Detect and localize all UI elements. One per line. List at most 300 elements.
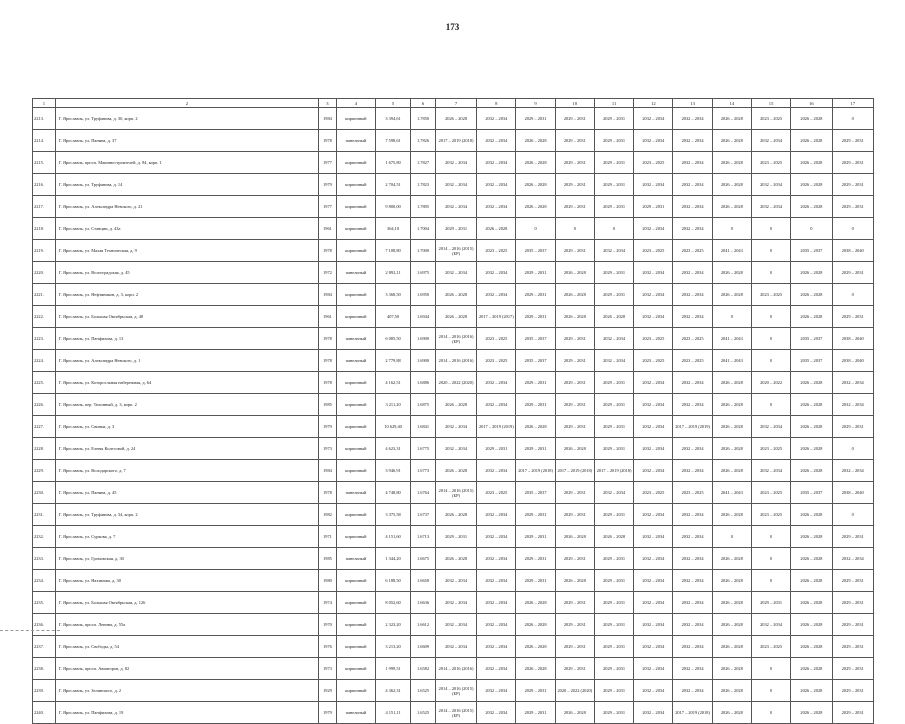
table-cell: 2029 – 2031 [516, 262, 555, 284]
table-row [33, 570, 874, 592]
header-cell: 6 [411, 99, 436, 108]
table-cell: 9 800,00 [375, 196, 410, 218]
table-cell: 1.6875 [411, 394, 436, 416]
table-cell: 2029 – 2031 [555, 482, 594, 504]
page-number: 173 [445, 22, 460, 32]
table-cell: 2029 – 2031 [832, 174, 873, 196]
table-cell: 2029 – 2031 [594, 152, 633, 174]
table-cell: 2 323,20 [375, 614, 410, 636]
table-row [33, 350, 874, 372]
table-cell: 4 151,11 [375, 702, 410, 724]
address-cell: Г. Ярославль, ул. Труфанова, д. 30, корп. 2 [55, 108, 318, 130]
table-cell: панельный [336, 702, 375, 724]
table-row [33, 152, 874, 174]
table-cell: 2029 – 2031 [594, 592, 633, 614]
table-cell: 1.6944 [411, 306, 436, 328]
table-cell: 0 [712, 218, 751, 240]
table-cell: 2026 – 2028 [712, 174, 751, 196]
table-cell: 2032 – 2034 [634, 570, 673, 592]
table-row [33, 218, 874, 240]
table-cell: 2032 – 2034 [673, 196, 712, 218]
table-cell: 2020 – 2022 [751, 372, 790, 394]
table-cell: кирпичный [336, 152, 375, 174]
table-cell: 2035 – 2037 [791, 482, 832, 504]
table-cell: 2041 – 2043 [712, 328, 751, 350]
table-cell: 2026 – 2028 [516, 174, 555, 196]
table-cell: 2026 – 2028 [791, 130, 832, 152]
table-cell: 2029 – 2031 [832, 570, 873, 592]
table-cell: 2032 – 2034 [435, 570, 476, 592]
table-cell: 2032 – 2034 [435, 262, 476, 284]
table-cell: 2023 – 2025 [634, 240, 673, 262]
table-cell: 2029 – 2031 [516, 548, 555, 570]
table-row [33, 658, 874, 680]
table-cell: 2035 – 2037 [516, 350, 555, 372]
table-cell: 2029 – 2031 [555, 372, 594, 394]
table-cell: 2026 – 2028 [435, 460, 476, 482]
scan-artifact-line [0, 630, 60, 632]
table-cell: 2023 – 2025 [477, 350, 516, 372]
table-cell: 2032 – 2034 [634, 460, 673, 482]
table-cell: 1.7826 [411, 130, 436, 152]
table-cell: 1972 [319, 262, 337, 284]
table-cell: 2026 – 2028 [791, 438, 832, 460]
table-cell: кирпичный [336, 658, 375, 680]
table-cell: 2038 – 2040 [832, 328, 873, 350]
row-number-cell: 2221. [33, 284, 56, 306]
table-cell: 2029 – 2031 [594, 284, 633, 306]
table-cell: 2029 – 2031 [555, 152, 594, 174]
row-number-cell: 2217. [33, 196, 56, 218]
table-row [33, 504, 874, 526]
row-number-cell: 2235. [33, 592, 56, 614]
address-cell: Г. Ярославль, ул. Панина, д. 45 [55, 482, 318, 504]
table-cell: 2032 – 2034 [594, 350, 633, 372]
table-cell: 2029 – 2031 [516, 526, 555, 548]
table-cell: 2026 – 2028 [516, 130, 555, 152]
table-cell: 2029 – 2031 [832, 636, 873, 658]
table-cell: 2029 – 2031 [594, 394, 633, 416]
table-cell: 2026 – 2028 [435, 548, 476, 570]
header-cell: 12 [634, 99, 673, 108]
table-cell: 0 [751, 240, 790, 262]
table-cell: 1.7000 [411, 240, 436, 262]
table-cell: 2032 – 2034 [634, 592, 673, 614]
table-row [33, 196, 874, 218]
table-cell: 2023 – 2025 [634, 152, 673, 174]
table-cell: 1.6713 [411, 526, 436, 548]
table-cell: 2026 – 2028 [712, 372, 751, 394]
table-cell: 2032 – 2034 [634, 262, 673, 284]
table-cell: 0 [832, 218, 873, 240]
table-cell: 0 [791, 218, 832, 240]
table-cell: 2026 – 2028 [516, 152, 555, 174]
header-cell: 5 [375, 99, 410, 108]
table-cell: 2026 – 2028 [594, 526, 633, 548]
table-cell: 2026 – 2028 [516, 416, 555, 438]
table-cell: 2029 – 2031 [555, 196, 594, 218]
table-cell: 2026 – 2028 [791, 416, 832, 438]
table-cell: 2026 – 2028 [712, 284, 751, 306]
table-cell: 0 [751, 702, 790, 724]
table-cell: 3 946,91 [375, 460, 410, 482]
table-cell: 2026 – 2028 [712, 504, 751, 526]
table-cell: 2029 – 2031 [555, 174, 594, 196]
table-cell: 1977 [319, 196, 337, 218]
table-row [33, 240, 874, 262]
row-number-cell: 2226. [33, 394, 56, 416]
address-cell: Г. Ярославль, ул. Которосльная набережная, д. 64 [55, 372, 318, 394]
row-number-cell: 2227. [33, 416, 56, 438]
table-cell: 2014 – 2016 (2015) (БР) [435, 702, 476, 724]
table-cell: 2029 – 2031 [594, 438, 633, 460]
table-cell: 2032 – 2034 [634, 438, 673, 460]
table-cell: 2032 – 2034 [435, 438, 476, 460]
table-cell: 0 [751, 548, 790, 570]
table-cell: 2014 – 2016 (2016) [435, 658, 476, 680]
table-cell: 2029 – 2031 [594, 658, 633, 680]
table-cell: кирпичный [336, 416, 375, 438]
table-cell: 0 [832, 108, 873, 130]
table-cell: 2032 – 2034 [477, 394, 516, 416]
table-cell: 7 598,61 [375, 130, 410, 152]
table-cell: 1973 [319, 438, 337, 460]
table-cell: 2032 – 2034 [435, 196, 476, 218]
row-number-cell: 2239. [33, 680, 56, 702]
table-cell: 1979 [319, 702, 337, 724]
table-cell: 2026 – 2028 [555, 262, 594, 284]
table-cell: 2032 – 2034 [673, 680, 712, 702]
table-cell: 1.6525 [411, 702, 436, 724]
address-cell: Г. Ярославль, просп. Ленина, д. 55а [55, 614, 318, 636]
table-cell: 2035 – 2037 [791, 328, 832, 350]
table-cell: 2017 – 2019 (2018) [435, 130, 476, 152]
table-cell: 2032 – 2034 [673, 592, 712, 614]
table-cell: 2032 – 2034 [673, 614, 712, 636]
table-cell: 2029 – 2031 [594, 174, 633, 196]
table-cell: 1982 [319, 504, 337, 526]
table-cell: 2032 – 2034 [477, 658, 516, 680]
table-cell: 2026 – 2028 [555, 284, 594, 306]
table-cell: 2026 – 2028 [791, 548, 832, 570]
table-body [33, 99, 874, 724]
table-cell: кирпичный [336, 218, 375, 240]
table-cell: 1 675,80 [375, 152, 410, 174]
table-cell: 2038 – 2040 [832, 350, 873, 372]
row-number-cell: 2215. [33, 152, 56, 174]
row-number-cell: 2231. [33, 504, 56, 526]
table-cell: 1929 [319, 680, 337, 702]
table-cell: 2032 – 2034 [751, 416, 790, 438]
table-cell: кирпичный [336, 174, 375, 196]
table-cell: кирпичный [336, 680, 375, 702]
table-cell: кирпичный [336, 196, 375, 218]
table-row [33, 614, 874, 636]
table-cell: 2026 – 2028 [516, 592, 555, 614]
table-cell: 2032 – 2034 [634, 394, 673, 416]
table-row [33, 548, 874, 570]
table-cell: 2032 – 2034 [634, 680, 673, 702]
table-cell: 2026 – 2028 [791, 570, 832, 592]
table-cell: 2032 – 2034 [634, 174, 673, 196]
table-cell: 2026 – 2028 [555, 306, 594, 328]
table-cell: 4 362,31 [375, 680, 410, 702]
table-cell: 1.6900 [411, 328, 436, 350]
table-row [33, 680, 874, 702]
table-cell: 2032 – 2034 [673, 372, 712, 394]
table-cell: 0 [594, 218, 633, 240]
table-cell: 1.7850 [411, 108, 436, 130]
table-cell: 2014 – 2016 (2015) (БР) [435, 680, 476, 702]
table-cell: 2032 – 2034 [673, 636, 712, 658]
table-row [33, 262, 874, 284]
table-cell: 1.6737 [411, 504, 436, 526]
table-cell: 1974 [319, 592, 337, 614]
row-number-cell: 2224. [33, 350, 56, 372]
address-cell: Г. Ярославль, ул. Володарского, д. 7 [55, 460, 318, 482]
address-cell: Г. Ярославль, пер. Тихонный, д. 3, корп. 2 [55, 394, 318, 416]
table-cell: 4 623,31 [375, 438, 410, 460]
table-cell: 2023 – 2025 [751, 108, 790, 130]
table-cell: 6 188,50 [375, 570, 410, 592]
table-cell: 2032 – 2034 [634, 372, 673, 394]
table-cell: 0 [751, 680, 790, 702]
table-cell: 2026 – 2028 [712, 658, 751, 680]
table-cell: 0 [712, 306, 751, 328]
table-cell: 1970 [319, 614, 337, 636]
table-cell: 3 211,20 [375, 394, 410, 416]
table-cell: 2032 – 2034 [477, 548, 516, 570]
table-cell: 2032 – 2034 [477, 592, 516, 614]
table-cell: 2017 – 2019 (2019) [477, 416, 516, 438]
table-cell: 2032 – 2034 [477, 702, 516, 724]
table-cell: кирпичный [336, 306, 375, 328]
table-cell: 2029 – 2031 [594, 262, 633, 284]
table-cell: 2029 – 2031 [594, 680, 633, 702]
table-cell: 1961 [319, 306, 337, 328]
table-cell: 0 [751, 394, 790, 416]
table-cell: 2032 – 2034 [673, 306, 712, 328]
table-cell: 1.6841 [411, 416, 436, 438]
table-cell: панельный [336, 262, 375, 284]
table-cell: кирпичный [336, 372, 375, 394]
table-cell: 2029 – 2031 [594, 504, 633, 526]
table-cell: 2029 – 2031 [435, 526, 476, 548]
address-cell: Г. Ярославль, ул. Свиньи, д. 3 [55, 416, 318, 438]
address-cell: Г. Ярославль, ул. Волгоградская, д. 45 [55, 262, 318, 284]
table-cell: 3 394,61 [375, 108, 410, 130]
address-cell: Г. Ярославль, ул. Панфилова, д. 19 [55, 702, 318, 724]
table-cell: 2029 – 2031 [594, 548, 633, 570]
table-cell: 0 [751, 306, 790, 328]
address-cell: Г. Ярославль, ул. Свободы, д. 54 [55, 636, 318, 658]
table-cell: 2029 – 2031 [555, 658, 594, 680]
table-cell: 2035 – 2037 [516, 482, 555, 504]
table-cell: 2029 – 2031 [516, 702, 555, 724]
table-cell: 2029 – 2031 [832, 658, 873, 680]
table-cell: 2035 – 2037 [516, 328, 555, 350]
table-cell: 2032 – 2034 [673, 218, 712, 240]
table-cell: 2029 – 2031 [555, 592, 594, 614]
table-cell: 1977 [319, 152, 337, 174]
row-number-cell: 2229. [33, 460, 56, 482]
table-cell: 2026 – 2028 [791, 658, 832, 680]
table-cell: 2029 – 2031 [832, 526, 873, 548]
row-number-cell: 2218. [33, 218, 56, 240]
row-number-cell: 2220. [33, 262, 56, 284]
header-cell: 8 [477, 99, 516, 108]
table-cell: 2029 – 2031 [594, 702, 633, 724]
table-cell: 2029 – 2031 [516, 504, 555, 526]
table-cell: кирпичный [336, 636, 375, 658]
table-cell: 2029 – 2031 [555, 350, 594, 372]
table-cell: 2032 – 2034 [751, 174, 790, 196]
table-cell: 2029 – 2031 [555, 240, 594, 262]
table-cell: 1.6582 [411, 658, 436, 680]
table-cell: 2032 – 2034 [751, 130, 790, 152]
table-cell: 2026 – 2028 [712, 438, 751, 460]
table-cell: 2023 – 2025 [673, 328, 712, 350]
table-cell: 2032 – 2034 [634, 504, 673, 526]
header-cell: 10 [555, 99, 594, 108]
table-cell: 2032 – 2034 [634, 658, 673, 680]
table-row [33, 702, 874, 724]
table-cell: 1.7805 [411, 196, 436, 218]
table-cell: 1976 [319, 636, 337, 658]
table-cell: 2032 – 2034 [594, 240, 633, 262]
table-cell: 2 704,51 [375, 174, 410, 196]
table-cell: 2032 – 2034 [832, 460, 873, 482]
table-cell: 2026 – 2028 [516, 614, 555, 636]
table-cell: 2026 – 2028 [791, 152, 832, 174]
table-cell: 2032 – 2034 [634, 548, 673, 570]
table-row [33, 130, 874, 152]
table-cell: 2032 – 2034 [673, 152, 712, 174]
table-cell: 2023 – 2025 [751, 636, 790, 658]
table-cell: 2023 – 2025 [751, 152, 790, 174]
row-number-cell: 2236. [33, 614, 56, 636]
table-cell: 2023 – 2025 [634, 328, 673, 350]
table-cell: 2032 – 2034 [634, 702, 673, 724]
table-cell: 2026 – 2028 [791, 108, 832, 130]
table-cell: 0 [751, 658, 790, 680]
table-cell: 2029 – 2031 [555, 328, 594, 350]
table-cell: 2032 – 2034 [435, 614, 476, 636]
table-cell: кирпичный [336, 570, 375, 592]
table-cell: 2038 – 2040 [832, 482, 873, 504]
table-cell: 2029 – 2031 [516, 394, 555, 416]
table-cell: 2029 – 2031 [435, 218, 476, 240]
table-cell: 2023 – 2025 [751, 284, 790, 306]
header-cell: 15 [751, 99, 790, 108]
table-cell: 2032 – 2034 [435, 152, 476, 174]
table-cell: 2026 – 2028 [555, 526, 594, 548]
table-cell: 2026 – 2028 [712, 548, 751, 570]
table-cell: 2026 – 2028 [791, 680, 832, 702]
table-cell: 2026 – 2028 [555, 702, 594, 724]
table-cell: 2023 – 2025 [477, 240, 516, 262]
table-cell: 2035 – 2037 [791, 350, 832, 372]
table-cell: 2029 – 2031 [832, 416, 873, 438]
table-cell: 2032 – 2034 [435, 174, 476, 196]
table-cell: 2032 – 2034 [435, 636, 476, 658]
table-cell: 2029 – 2031 [516, 570, 555, 592]
table-cell: 1.6975 [411, 262, 436, 284]
table-cell: 2029 – 2031 [594, 108, 633, 130]
table-cell: 2014 – 2016 (2015) (БР) [435, 240, 476, 262]
table-cell: кирпичный [336, 614, 375, 636]
header-cell: 3 [319, 99, 337, 108]
table-cell: 1.6525 [411, 680, 436, 702]
table-cell: 2026 – 2028 [712, 702, 751, 724]
table-cell: 2026 – 2028 [435, 306, 476, 328]
table-cell: 2026 – 2028 [791, 284, 832, 306]
table-cell: 2026 – 2028 [791, 636, 832, 658]
table-cell: 2026 – 2028 [435, 504, 476, 526]
table-cell: 1.6658 [411, 570, 436, 592]
table-cell: 2017 – 2019 (2018) [673, 702, 712, 724]
table-cell: 1.7827 [411, 152, 436, 174]
table-cell: 8 052,60 [375, 592, 410, 614]
table-cell: 2032 – 2034 [751, 196, 790, 218]
table-cell: 2014 – 2016 (2016) (БР) [435, 328, 476, 350]
address-cell: Г. Ярославль, ул. Панина, д. 37 [55, 130, 318, 152]
table-cell: 2032 – 2034 [673, 174, 712, 196]
table-cell: 2029 – 2031 [516, 372, 555, 394]
table-cell: 2023 – 2025 [477, 328, 516, 350]
table-cell: 2017 – 2019 (2018) [516, 460, 555, 482]
table-cell: 2032 – 2034 [634, 614, 673, 636]
table-cell: 2020 – 2022 (2020) [555, 680, 594, 702]
table-cell: 1.6636 [411, 592, 436, 614]
table-cell: 2026 – 2028 [712, 108, 751, 130]
table-cell: 2029 – 2031 [477, 438, 516, 460]
table-cell: панельный [336, 130, 375, 152]
table-cell: 2032 – 2034 [634, 108, 673, 130]
table-cell: 2041 – 2043 [712, 350, 751, 372]
table-cell: 0 [751, 526, 790, 548]
table-cell: 2032 – 2034 [634, 636, 673, 658]
table-cell: кирпичный [336, 526, 375, 548]
table-cell: 1.6886 [411, 372, 436, 394]
table-cell: 2032 – 2034 [634, 306, 673, 328]
table-cell: 2029 – 2031 [516, 438, 555, 460]
table-cell: 2032 – 2034 [477, 284, 516, 306]
table-cell: 2026 – 2028 [477, 218, 516, 240]
table-cell: 2014 – 2016 (2016) [435, 350, 476, 372]
table-cell: 2026 – 2028 [712, 262, 751, 284]
table-cell: 2026 – 2028 [712, 614, 751, 636]
table-cell: 1 344,20 [375, 548, 410, 570]
table-cell: 2029 – 2031 [832, 130, 873, 152]
table-cell: 2032 – 2034 [435, 416, 476, 438]
table-cell: 2026 – 2028 [791, 526, 832, 548]
table-cell: 2029 – 2031 [832, 196, 873, 218]
table-cell: 2032 – 2034 [477, 526, 516, 548]
table-cell: 1.7823 [411, 174, 436, 196]
table-cell: 2026 – 2028 [791, 372, 832, 394]
table-row [33, 482, 874, 504]
table-cell: 2029 – 2031 [751, 592, 790, 614]
table-cell: панельный [336, 482, 375, 504]
table-cell: 2029 – 2031 [555, 548, 594, 570]
table-cell: 2029 – 2031 [555, 130, 594, 152]
table-cell: 1961 [319, 218, 337, 240]
table-cell: 2020 – 2022 (2020) [435, 372, 476, 394]
table-cell: кирпичный [336, 460, 375, 482]
table-cell: 1.6900 [411, 350, 436, 372]
address-cell: Г. Ярославль, ул. Нефтяников, д. 3, корп. 2 [55, 284, 318, 306]
